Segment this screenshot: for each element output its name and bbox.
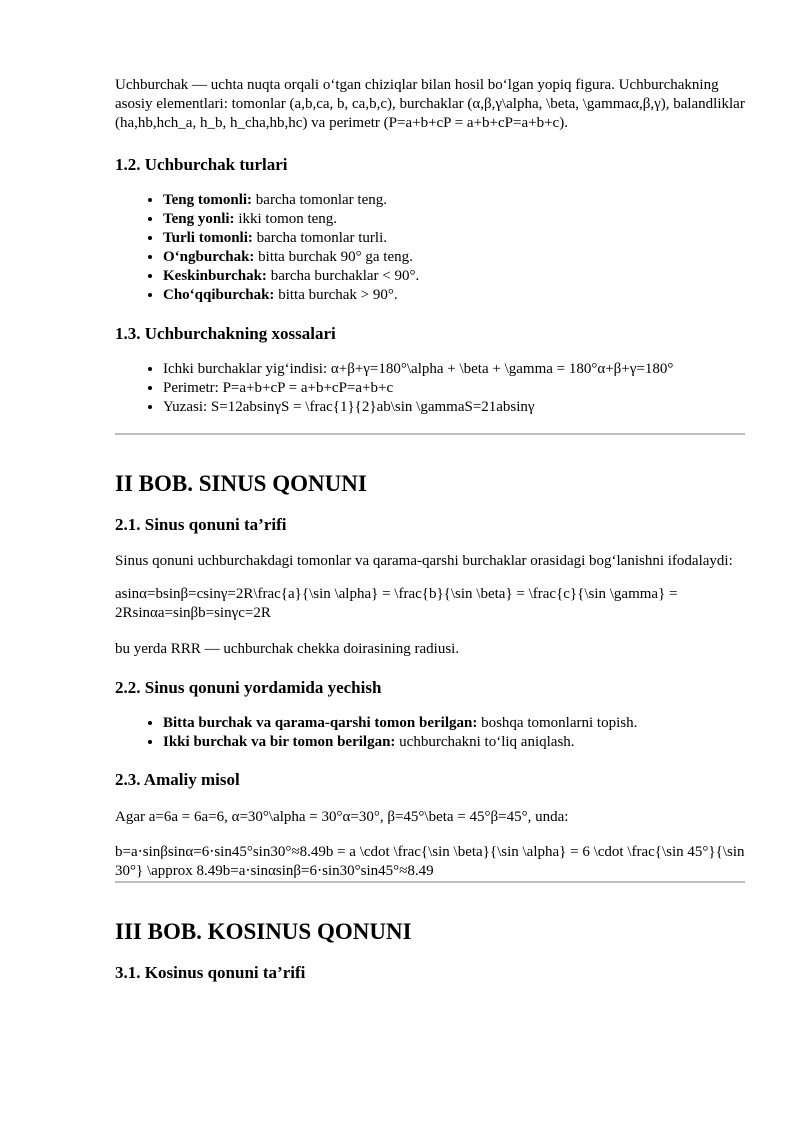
formula-paragraph: asinα=bsinβ=csinγ=2R\frac{a}{\sin \alpha} = \frac{b}{\sin \beta} = \frac{c}{\sin \gamma} = 2Rsinαa=sinβb=sinγc=2R [115,586,678,621]
formula-paragraph: b=a⋅sinβsinα=6⋅sin45°sin30°≈8.49b = a \cdot \frac{\sin \beta}{\sin \alpha} = 6 \cdot \frac{\sin 45°}{\sin 30°} \approx 8.49b=a⋅sinαsinβ=6⋅sin30°sin45°≈8.49 [115,844,745,879]
section-heading-3-1: 3.1. Kosinus qonuni ta’rifi [115,963,306,982]
list-item: • O‘ngburchak: bitta burchak 90° ga teng. [163,248,745,267]
triangle-properties-list [115,360,745,417]
chapter-title-3: III BOB. KOSINUS QONUNI [115,919,412,944]
paragraph: Agar a=6a = 6a=6, α=30°\alpha = 30°α=30°, β=45°\beta = 45°β=45°, unda: [115,809,569,825]
intro-paragraph: Uchburchak — uchta nuqta orqali o‘tgan chiziqlar bilan hosil bo‘lgan yopiq figura. Uchburchakning asosiy elementlari: tomonlar (a,b,ca, b, ca,b,c), burchaklar (α,β,γ\alpha, \beta, \gammaα,β,γ), balandliklar (ha,hb,hch_a, h_b, h_cha,hb,hc) va perimetr (P=a+b+cP = a+b+cP=a+b+c). [115,77,745,131]
list-item: • Ichki burchaklar yig‘indisi: α+β+γ=180°\alpha + \beta + \gamma = 180°α+β+γ=180° [163,360,745,379]
list-item: • Ikki burchak va bir tomon berilgan: uchburchakni to‘liq aniqlash. [163,733,745,752]
paragraph: bu yerda RRR — uchburchak chekka doirasining radiusi. [115,641,460,657]
chapter-title-2: II BOB. SINUS QONUNI [115,471,367,496]
document-page [115,76,745,984]
paragraph: Sinus qonuni uchburchakdagi tomonlar va qarama-qarshi burchaklar orasidagi bog‘lanishni ifodalaydi: [115,553,733,569]
section-divider [115,433,745,435]
section-heading-1-3: 1.3. Uchburchakning xossalari [115,324,336,343]
section-heading-2-2: 2.2. Sinus qonuni yordamida yechish [115,678,382,697]
list-item: • Yuzasi: S=12absinγS = \frac{1}{2}ab\sin \gammaS=21absinγ [163,398,745,417]
section-heading-2-3: 2.3. Amaliy misol [115,770,240,789]
list-item: • Turli tomonli: barcha tomonlar turli. [163,229,745,248]
section-divider [115,881,745,883]
list-item: • Cho‘qqiburchak: bitta burchak > 90°. [163,286,745,305]
sine-law-cases-list [115,714,745,752]
section-heading-2-1: 2.1. Sinus qonuni ta’rifi [115,515,287,534]
list-item: • Bitta burchak va qarama-qarshi tomon berilgan: boshqa tomonlarni topish. [163,714,745,733]
list-item: • Teng yonli: ikki tomon teng. [163,210,745,229]
triangle-types-list [115,191,745,305]
list-item: • Perimetr: P=a+b+cP = a+b+cP=a+b+c [163,379,745,398]
section-heading-1-2: 1.2. Uchburchak turlari [115,155,288,174]
list-item: • Keskinburchak: barcha burchaklar < 90°. [163,267,745,286]
list-item: • Teng tomonli: barcha tomonlar teng. [163,191,745,210]
